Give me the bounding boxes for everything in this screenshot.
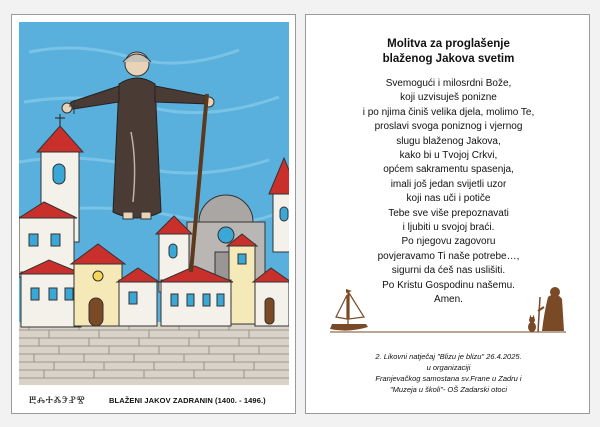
glagolitic-inscription: ⰁⰎⰀⰆⰅⰐⰊ [29, 394, 86, 406]
prayer-line: Po Kristu Gospodinu našemu. [382, 279, 515, 291]
prayer-line: i ljubiti u svojoj braći. [402, 222, 495, 234]
prayer-line: povjeravamo Ti naše potrebe…, [377, 250, 520, 262]
prayer-line: proslavi svoga poniznog i vjernog [374, 121, 523, 133]
prayer-line: Svemogući i milosrdni Bože, [385, 78, 512, 89]
footer-line: 2. Likovni natječaj "Blizu je blizu" 26.4.2025. [375, 352, 522, 361]
prayer-line: koji uzvisuješ ponizne [400, 92, 497, 104]
artwork-card [11, 14, 296, 414]
cat-icon [528, 315, 536, 333]
cobblestone-square [19, 322, 289, 385]
prayer-line: imali još jedan svijetli uzor [390, 178, 507, 190]
prayer-line: Amen. [434, 294, 463, 306]
prayer-line: slugu blaženog Jakova, [396, 135, 501, 147]
prayer-line: sigurni da ćeš nas uslišiti. [391, 265, 506, 277]
footer-line: Franjevačkog samostana sv.Frane u Zadru i [375, 374, 522, 383]
prayer-title-line: Molitva za proglašenje [387, 38, 510, 50]
friar-silhouette-icon [538, 287, 564, 332]
footer-line: u organizaciji [426, 363, 471, 372]
prayer-line: koji nas uči i potiče [406, 193, 491, 205]
prayer-line: kako bi u Tvojoj Crkvi, [399, 150, 498, 162]
prayer-line: Po njegovu zagovoru [401, 236, 496, 248]
artwork-caption: BLAŽENI JAKOV ZADRANIN (1400. - 1496.) [109, 395, 266, 405]
prayer-title [306, 37, 591, 67]
prayer-card [305, 14, 590, 414]
contest-footer [306, 351, 591, 395]
prayer-line: i po njima činiš velika djela, molimo Te, [362, 106, 535, 118]
prayer-text [306, 77, 591, 308]
friar-drawing [19, 22, 289, 385]
prayer-line: Tebe sve više prepoznavati [388, 207, 509, 219]
caption-row [19, 391, 289, 409]
sailboat-icon [330, 289, 368, 331]
prayer-title-line: blaženog Jakova svetim [382, 53, 515, 65]
footer-line: "Muzeja u školi"- OŠ Zadarski otoci [389, 385, 508, 394]
prayer-line: općem sakramentu spasenja, [383, 164, 514, 176]
decorative-band [326, 277, 571, 337]
